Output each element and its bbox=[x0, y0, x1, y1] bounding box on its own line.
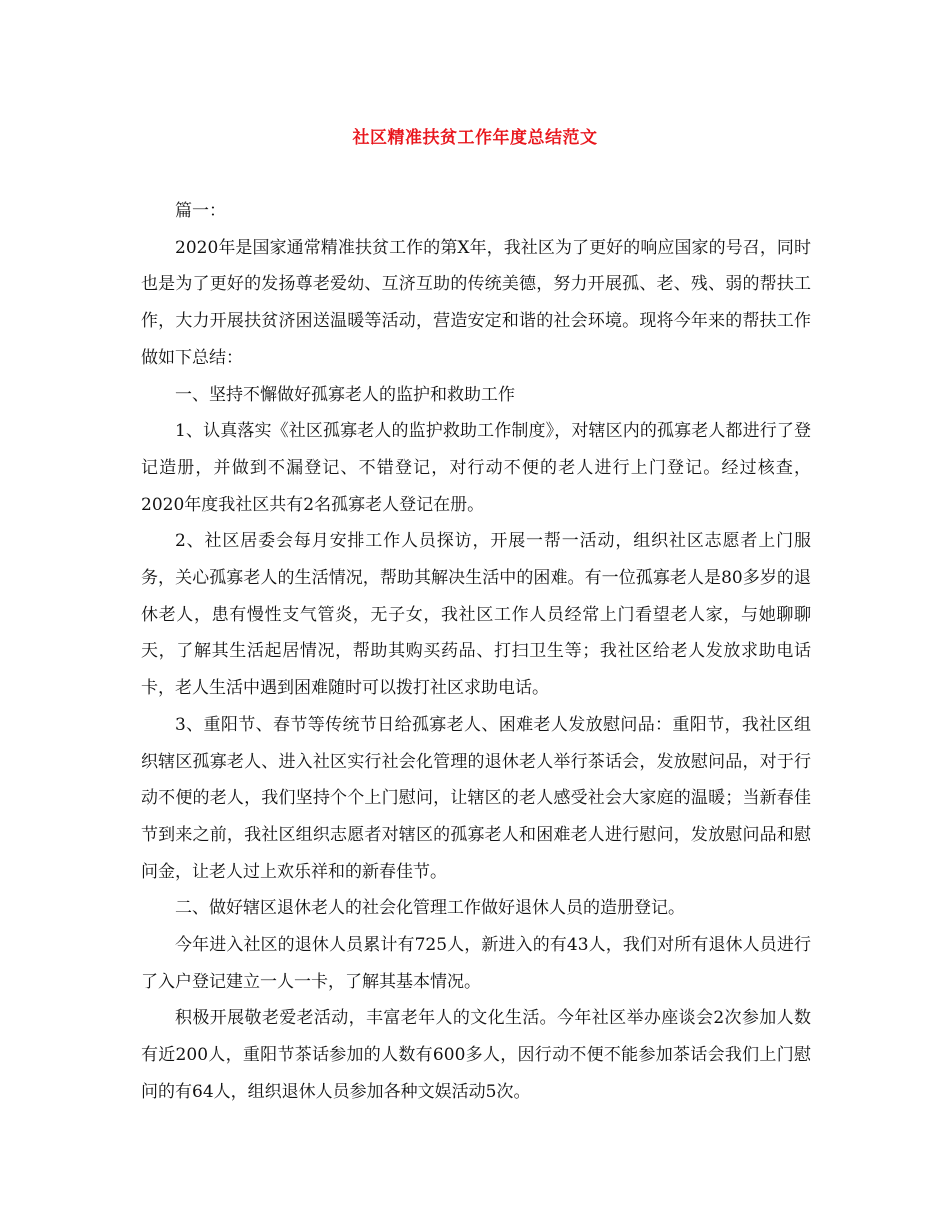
paragraph-activities: 积极开展敬老爱老活动，丰富老年人的文化生活。今年社区举办座谈会2次参加人数有近200人，重阳节茶话参加的人数有600多人，因行动不便不能参加茶话会我们上门慰问的有64人，组织退休人员参加各种文娱活动5次。 bbox=[141, 1008, 811, 1102]
paragraph-item-3: 3、重阳节、春节等传统节日给孤寡老人、困难老人发放慰问品：重阳节，我社区组织辖区孤寡老人、进入社区实行社会化管理的退休老人举行茶话会，发放慰问品，对于行动不便的老人，我们坚持个个上门慰问，让辖区的老人感受社会大家庭的温暖；当新春佳节到来之前，我社区组织志愿者对辖区的孤寡老人和困难老人进行慰问，发放慰问品和慰问金，让老人过上欢乐祥和的新春佳节。 bbox=[141, 714, 811, 882]
paragraph-heading-two: 二、做好辖区退休老人的社会化管理工作做好退休人员的造册登记。 bbox=[175, 898, 685, 919]
paragraph-intro: 2020年是国家通常精准扶贫工作的第X年，我社区为了更好的响应国家的号召，同时也是为了更好的发扬尊老爱幼、互济互助的传统美德，努力开展孤、老、残、弱的帮扶工作，大力开展扶贫济困送温暖等活动，营造安定和谐的社会环境。现将今年来的帮扶工作做如下总结： bbox=[141, 237, 811, 368]
paragraph-item-1: 1、认真落实《社区孤寡老人的监护救助工作制度》，对辖区内的孤寡老人都进行了登记造册，并做到不漏登记、不错登记，对行动不便的老人进行上门登记。经过核查，2020年度我社区共有2名孤寡老人登记在册。 bbox=[141, 421, 811, 515]
paragraph-item-2: 2、社区居委会每月安排工作人员探访，开展一帮一活动，组织社区志愿者上门服务，关心孤寡老人的生活情况，帮助其解决生活中的困难。有一位孤寡老人是80多岁的退休老人，患有慢性支气管炎，无子女，我社区工作人员经常上门看望老人家，与她聊聊天，了解其生活起居情况，帮助其购买药品、打扫卫生等；我社区给老人发放求助电话卡，老人生活中遇到困难随时可以拨打社区求助电话。 bbox=[141, 531, 811, 699]
paragraph-heading-one: 一、坚持不懈做好孤寡老人的监护和救助工作 bbox=[175, 384, 515, 405]
document-title: 社区精准扶贫工作年度总结范文 bbox=[352, 128, 598, 148]
paragraph-retirees: 今年进入社区的退休人员累计有725人，新进入的有43人，我们对所有退休人员进行了入户登记建立一人一卡，了解其基本情况。 bbox=[141, 935, 811, 992]
paragraph-section-label: 篇一： bbox=[175, 201, 226, 221]
document-body bbox=[141, 193, 811, 1111]
